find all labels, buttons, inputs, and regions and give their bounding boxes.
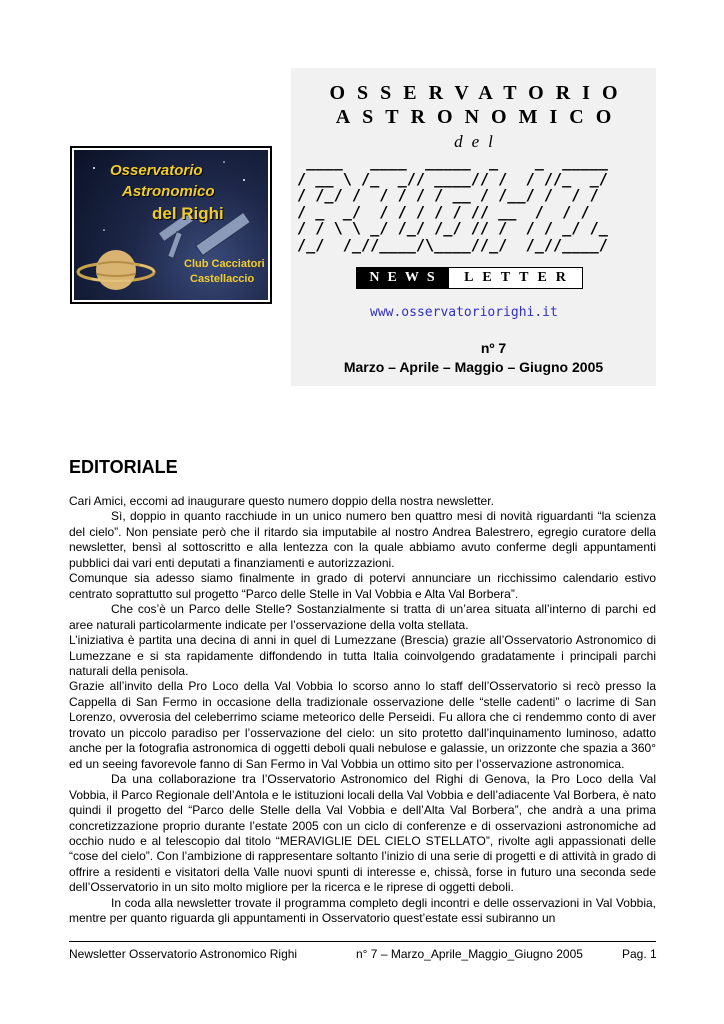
masthead-title-3: del (454, 132, 502, 151)
paragraph: In coda alla newsletter trovate il programma completo degli incontri e delle osservazioni in Val Vobbia, mentre per quanto riguarda gli appuntamenti in Osservatorio quest’estate essi subiranno un (69, 895, 656, 926)
page-number: Pag. 1 (622, 947, 657, 961)
letter-label: LETTER (449, 268, 582, 288)
editorial-body (69, 494, 656, 927)
logo-line3: del Righi (152, 204, 224, 223)
masthead-ascii-righi: ____ ____ _____ _ _ _____ / __ \ /_ _// ____// / / //_ _/ / /_/ / / / / / __ / /__/ / / / / _ _/ / / / / / // __ / / / / / \ \ _/ /_/ /_/ // / / / _/ /_ /_/ /_//____/\____//_/ /_//____/ (297, 153, 608, 254)
issue-number: nº 7 (480, 340, 507, 356)
website-link[interactable]: www.osservatoriorighi.it (370, 305, 558, 320)
paragraph: Che cos’è un Parco delle Stelle? Sostanzialmente si tratta di un’area situata all’interno di parchi ed aree naturali particolarmente indicate per l’osservazione della volta stellata. (69, 602, 656, 632)
section-heading: EDITORIALE (69, 457, 178, 477)
paragraph: L’iniziativa è partita una decina di anni in quel di Lumezzane (Brescia) grazie all’Osservatorio Astronomico di Lumezzane e si sta rapidamente diffondendo in tutta Italia coinvolgendo gradatamente i principali parchi naturali della penisola. (69, 633, 656, 678)
masthead (291, 68, 656, 386)
paragraph: Grazie all’invito della Pro Loco della Val Vobbia lo scorso anno lo staff dell’Osservatorio si recò presso la Cappella di San Fermo in occasione della tradizionale osservazione delle “stelle cadenti” o lacrime di San Lorenzo, ovverosia del celeberrimo sciame meteorico delle Perseidi. Fu allora che ci rendemmo conto di aver trovato un piccolo paradiso per l’osservazione del cielo: un sito protetto dall’inquinamento luminoso, adatto anche per la fotografia astronomica di oggetti deboli quali nebulose e galassie, un orizzonte che spazia a 360° ed un seeing favorevole fanno di San Fermo in Val Vobbia un ottimo sito per l’osservazione astronomica. (69, 679, 656, 771)
footer-center: n° 7 – Marzo_Aprile_Maggio_Giugno 2005 (356, 947, 583, 961)
masthead-title-1: OSSERVATORIO (329, 82, 630, 104)
paragraph: Da una collaborazione tra l’Osservatorio Astronomico del Righi di Genova, la Pro Loco della Val Vobbia, il Parco Regionale dell’Antola e le istituzioni locali della Val Vobbia e dell’adiacente Val Borbera, è nato quindi il progetto del “Parco delle Stelle della Val Vobbia e dell’Alta Val Borbera”, che andrà a una prima concretizzazione proprio durante l’estate 2005 con un ciclo di conferenze e di osservazioni astronomiche ad occhio nudo e al telescopio dal titolo “MERAVIGLIE DEL CIELO STELLATO”, rivolte agli appassionati delle “cose del cielo”. Con l’ambizione di rappresentare soltanto l’inizio di una serie di progetti e di attività in grado di offrire a residenti e visitatori della Valle nuovi spunti di interesse e, chissà, forse in futuro una seconda sede dell’Osservatorio in un sito molto migliore per la ricerca e le riprese di oggetti deboli. (69, 772, 656, 895)
issue-dates: Marzo – Aprile – Maggio – Giugno 2005 (343, 359, 604, 375)
masthead-title-2: ASTRONOMICO (335, 106, 624, 128)
news-label: NEWS (357, 268, 449, 288)
footer-left: Newsletter Osservatorio Astronomico Righi (69, 947, 298, 961)
observatory-logo (70, 146, 272, 304)
newsletter-banner (356, 267, 583, 289)
paragraph: Comunque sia adesso siamo finalmente in grado di potervi annunciare un ricchissimo calendario estivo centrato soprattutto sul progetto “Parco delle Stelle in Val Vobbia e Alta Val Borbera”. (69, 571, 656, 601)
footer-divider (69, 941, 656, 942)
logo-line1: Osservatorio (110, 162, 203, 179)
logo-club1: Club Cacciatori (184, 258, 265, 270)
logo-image (74, 150, 268, 300)
logo-club2: Castellaccio (190, 273, 255, 285)
logo-line2: Astronomico (122, 183, 215, 200)
paragraph: Sì, doppio in quanto racchiude in un unico numero ben quattro mesi di novità riguardanti “la scienza del cielo”. Non pensiate però che il ritardo sia imputabile al nostro Andrea Balestrero, egregio curatore della newsletter, bensì al sottoscritto e alla lentezza con la quale abbiamo avuto conferme degli appuntamenti pubblici dai vari enti deputati a finanziamenti e autorizzazioni. (69, 509, 656, 570)
paragraph: Cari Amici, eccomi ad inaugurare questo numero doppio della nostra newsletter. (69, 494, 494, 508)
